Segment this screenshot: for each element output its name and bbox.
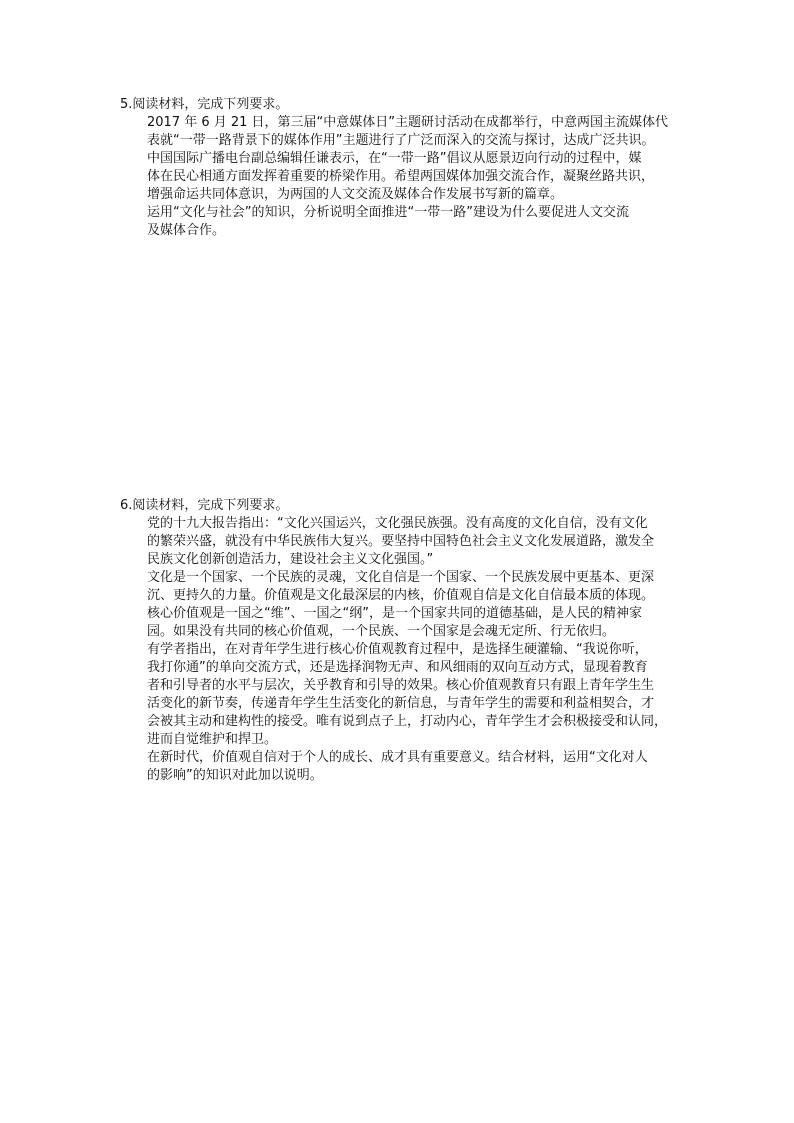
question-6-prompt	[147, 749, 703, 785]
text-line: 园。如果没有共同的核心价值观，一个民族、一个国家是会魂无定所、行无依归。	[147, 624, 616, 639]
text-line: 及媒体合作。	[147, 223, 226, 238]
question-6-title: 6.阅读材料，完成下列要求。	[120, 498, 289, 513]
text-line: 的繁荣兴盛，就没有中华民族伟大复兴。要坚持中国特色社会主义文化发展道路，激发全	[147, 534, 655, 549]
question-6-paragraph-2	[147, 569, 703, 605]
question-6-paragraph-3	[147, 605, 703, 641]
text-line: 体在民心相通方面发挥着重要的桥梁作用。希望两国媒体加强交流合作，凝聚丝路共识，	[147, 169, 655, 184]
text-line: 者和引导者的水平与层次，关乎教育和引导的效果。核心价值观教育只有跟上青年学生生	[147, 678, 655, 693]
question-5-title: 5.阅读材料，完成下列要求。	[120, 97, 289, 112]
text-line: 民族文化创新创造活力，建设社会主义文化强国。”	[147, 552, 434, 567]
text-line: 有学者指出，在对青年学生进行核心价值观教育过程中，是选择生硬灌输、“我说你听，	[147, 642, 648, 657]
question-6-paragraph-1	[147, 515, 703, 569]
question-6-paragraph-4	[147, 641, 703, 749]
text-line: 会被其主动和建构性的接受。唯有说到点子上，打动内心，青年学生才会积极接受和认同，	[147, 714, 668, 729]
question-5-paragraph-1	[147, 114, 703, 204]
text-line: 增强命运共同体意识，为两国的人文交流及媒体合作发展书写新的篇章。	[147, 187, 564, 202]
text-line: 的影响”的知识对此加以说明。	[147, 768, 323, 783]
text-line: 中国国际广播电台副总编辑任谦表示，在“一带一路”倡议从愿景迈向行动的过程中，媒	[147, 151, 642, 166]
text-line: 进而自觉维护和捍卫。	[147, 732, 278, 747]
text-line: 我打你通”的单向交流方式，还是选择润物无声、和风细雨的双向互动方式，显现着教育	[147, 660, 648, 675]
text-line: 2017 年 6 月 21 日，第三届“中意媒体日”主题研讨活动在成都举行，中意两国主流媒体代	[147, 115, 669, 130]
text-line: 表就“一带一路背景下的媒体作用”主题进行了广泛而深入的交流与探讨，达成广泛共识。	[147, 133, 655, 148]
text-line: 文化是一个国家、一个民族的灵魂，文化自信是一个国家、一个民族发展中更基本、更深	[147, 570, 655, 585]
text-line: 活变化的新节奏，传递青年学生生活变化的新信息，与青年学生的需要和利益相契合，才	[147, 696, 655, 711]
text-line: 核心价值观是一国之“维”、一国之“纲”，是一个国家共同的道德基础，是人民的精神家	[147, 606, 642, 621]
text-line: 在新时代，价值观自信对于个人的成长、成才具有重要意义。结合材料，运用“文化对人	[147, 750, 648, 765]
text-line: 党的十九大报告指出：“文化兴国运兴，文化强民族强。没有高度的文化自信，没有文化	[147, 516, 648, 531]
text-line: 运用“文化与社会”的知识，分析说明全面推进“一带一路”建设为什么要促进人文交流	[147, 205, 629, 220]
text-line: 沉、更持久的力量。价值观是文化最深层的内核，价值观自信是文化自信最本质的体现。	[147, 588, 655, 603]
question-5-prompt	[147, 204, 703, 240]
